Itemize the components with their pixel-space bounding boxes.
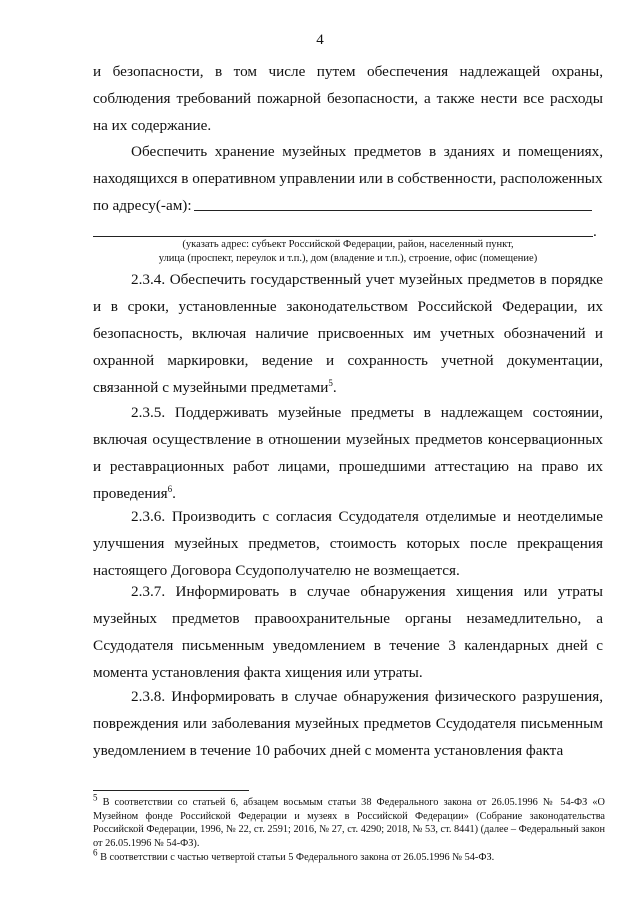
address-period: . — [593, 223, 597, 240]
paragraph-2-3-6: 2.3.6. Производить с согласия Ссудодателя отделимые и неотделимые улучшения музейных предметов, стоимость которых после прекращения настоящего Договора Ссудополучателю не возмещается. — [93, 508, 603, 579]
footnote-separator — [93, 790, 249, 791]
footnote-6-text: В соответствии с частью четвертой статьи 5 Федерального закона от 26.05.1996 № 54-ФЗ. — [97, 852, 495, 863]
paragraph-2-3-4 — [93, 266, 603, 401]
paragraph-2-3-7: 2.3.7. Информировать в случае обнаружения хищения или утраты музейных предметов правоохранительные органы незамедлительно, а Ссудодателя письменным уведомлением в течение 3 календарных дней с момента установления факта хищения или утраты. — [93, 583, 603, 681]
footnote-5-mark: 5 — [93, 792, 98, 803]
footnote-5 — [93, 792, 605, 850]
paragraph-2-3-5 — [93, 399, 603, 507]
paragraph-2-3-5-text: 2.3.5. Поддерживать музейные предметы в надлежащем состоянии, включая осуществление в отношении музейных предметов консервационных и реставрационных работ лицами, прошедшими аттестацию на право их проведения — [93, 404, 603, 502]
address-line-2 — [93, 236, 593, 237]
address-hint-2: улица (проспект, переулок и т.п.), дом (владение и т.п.), строение, офис (помещение) — [158, 253, 538, 264]
footnote-5-text: В соответствии со статьей 6, абзацем восьмым статьи 38 Федерального закона от 26.05.1996 № 54-ФЗ «О Музейном фонде Российской Федерации и музеях в Российской Федерации» (Собрание законодательства Российской Федерации, 1996, № 22, ст. 2591; 2016, № 27, ст. 4290; 2018, № 53, ст. 8441) (далее – Федеральный закон от 26.05.1996 № 54-ФЗ). — [93, 797, 605, 849]
paragraph-intro: и безопасности, в том числе путем обеспечения надлежащей охраны, соблюдения требований пожарной безопасности, а также нести все расходы на их содержание. — [93, 63, 603, 134]
address-hint-1: (указать адрес: субъект Российской Федерации, район, населенный пункт, — [182, 239, 514, 250]
page-number: 4 — [316, 32, 324, 48]
footnote-ref-5: 5 — [328, 377, 333, 388]
footnote-ref-6: 6 — [167, 483, 173, 494]
paragraph-2-3-4-text: 2.3.4. Обеспечить государственный учет музейных предметов в порядке и в сроки, установленные законодательством Российской Федерации, их безопасность, включая наличие присвоенных им учетных обозначений и охранной маркировки, ведение и сохранность учетной документации, связанной с музейными предметами — [93, 271, 603, 396]
footnote-6 — [93, 847, 605, 865]
paragraph-2-3-4-end: . — [332, 379, 337, 396]
address-line-1 — [194, 210, 592, 211]
footnote-6-mark: 6 — [93, 847, 98, 858]
paragraph-2-3-8: 2.3.8. Информировать в случае обнаружения физического разрушения, повреждения или заболевания музейных предметов Ссудодателя письменным уведомлением в течение 10 рабочих дней с момента установления факта — [93, 688, 603, 759]
paragraph-2-3-5-end: . — [172, 485, 176, 502]
address-label: по адресу(-ам): — [93, 197, 192, 214]
paragraph-storage: Обеспечить хранение музейных предметов в зданиях и помещениях, находящихся в оперативном управлении или в собственности, расположенных — [93, 143, 603, 187]
